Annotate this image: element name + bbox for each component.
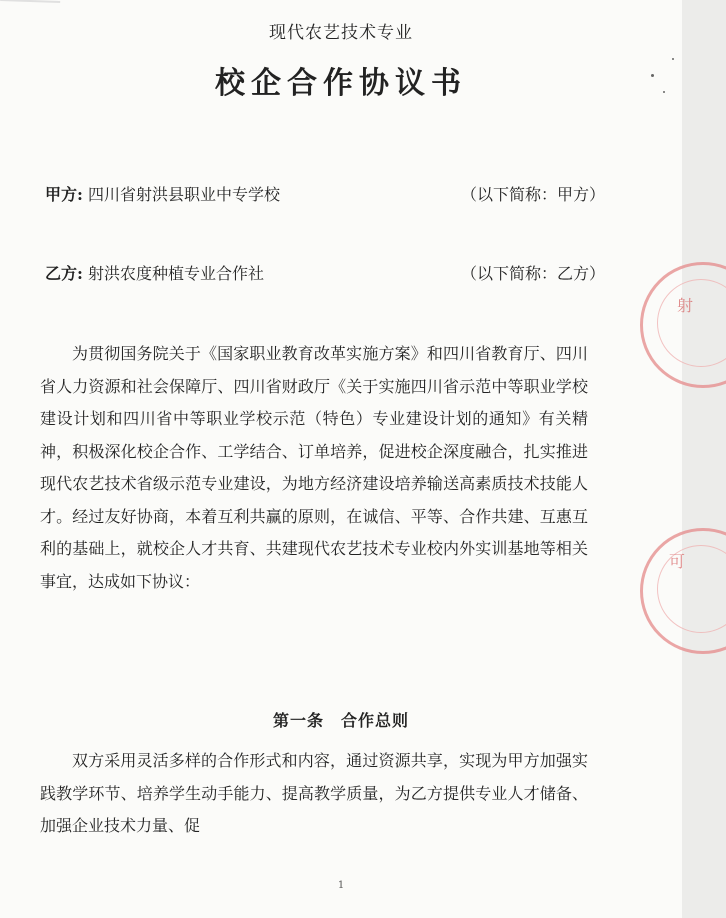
party-b-name: 射洪农度种植专业合作社 — [88, 264, 265, 283]
party-a-line — [45, 182, 605, 205]
page-margin-edge — [682, 0, 726, 918]
page-number: 1 — [337, 880, 345, 891]
seal-inner-ring — [657, 545, 726, 633]
seal-fragment-text: 射 — [677, 296, 694, 315]
party-b-abbreviation: （以下简称：乙方） — [460, 264, 605, 283]
article-1-body: 双方采用灵活多样的合作形式和内容，通过资源共享，实现为甲方加强实践教学环节、培养学生动手能力、提高教学质量，为乙方提供专业人才储备、加强企业技术力量、促 — [40, 751, 588, 835]
party-a-abbreviation: （以下简称：甲方） — [460, 185, 605, 204]
document-title: 校企合作协议书 — [215, 66, 467, 101]
party-b-label: 乙方: — [45, 264, 83, 283]
article-1-heading: 第一条 合作总则 — [272, 711, 409, 730]
seal-fragment-text: 可 — [669, 552, 686, 571]
document-subtitle: 现代农艺技术专业 — [269, 23, 413, 43]
party-a-name: 四川省射洪县职业中专学校 — [88, 185, 281, 204]
scan-artifact — [0, 0, 60, 13]
party-b-line — [45, 261, 605, 284]
preamble-paragraph: 为贯彻国务院关于《国家职业教育改革实施方案》和四川省教育厅、四川省人力资源和社会保障厅、四川省财政厅《关于实施四川省示范中等职业学校建设计划和四川省中等职业学校示范（特色）专业建设计划的通知》有关精神，积极深化校企合作、工学结合、订单培养，促进校企深度融合，扎实推进现代农艺技术省级示范专业建设，为地方经济建设培养输送高素质技术技能人才。经过友好协商，本着互利共赢的原则，在诚信、平等、合作共建、互惠互利的基础上，就校企人才共育、共建现代农艺技术专业校内外实训基地等相关事宜，达成如下协议： — [40, 344, 588, 591]
party-a-label: 甲方: — [45, 185, 83, 204]
